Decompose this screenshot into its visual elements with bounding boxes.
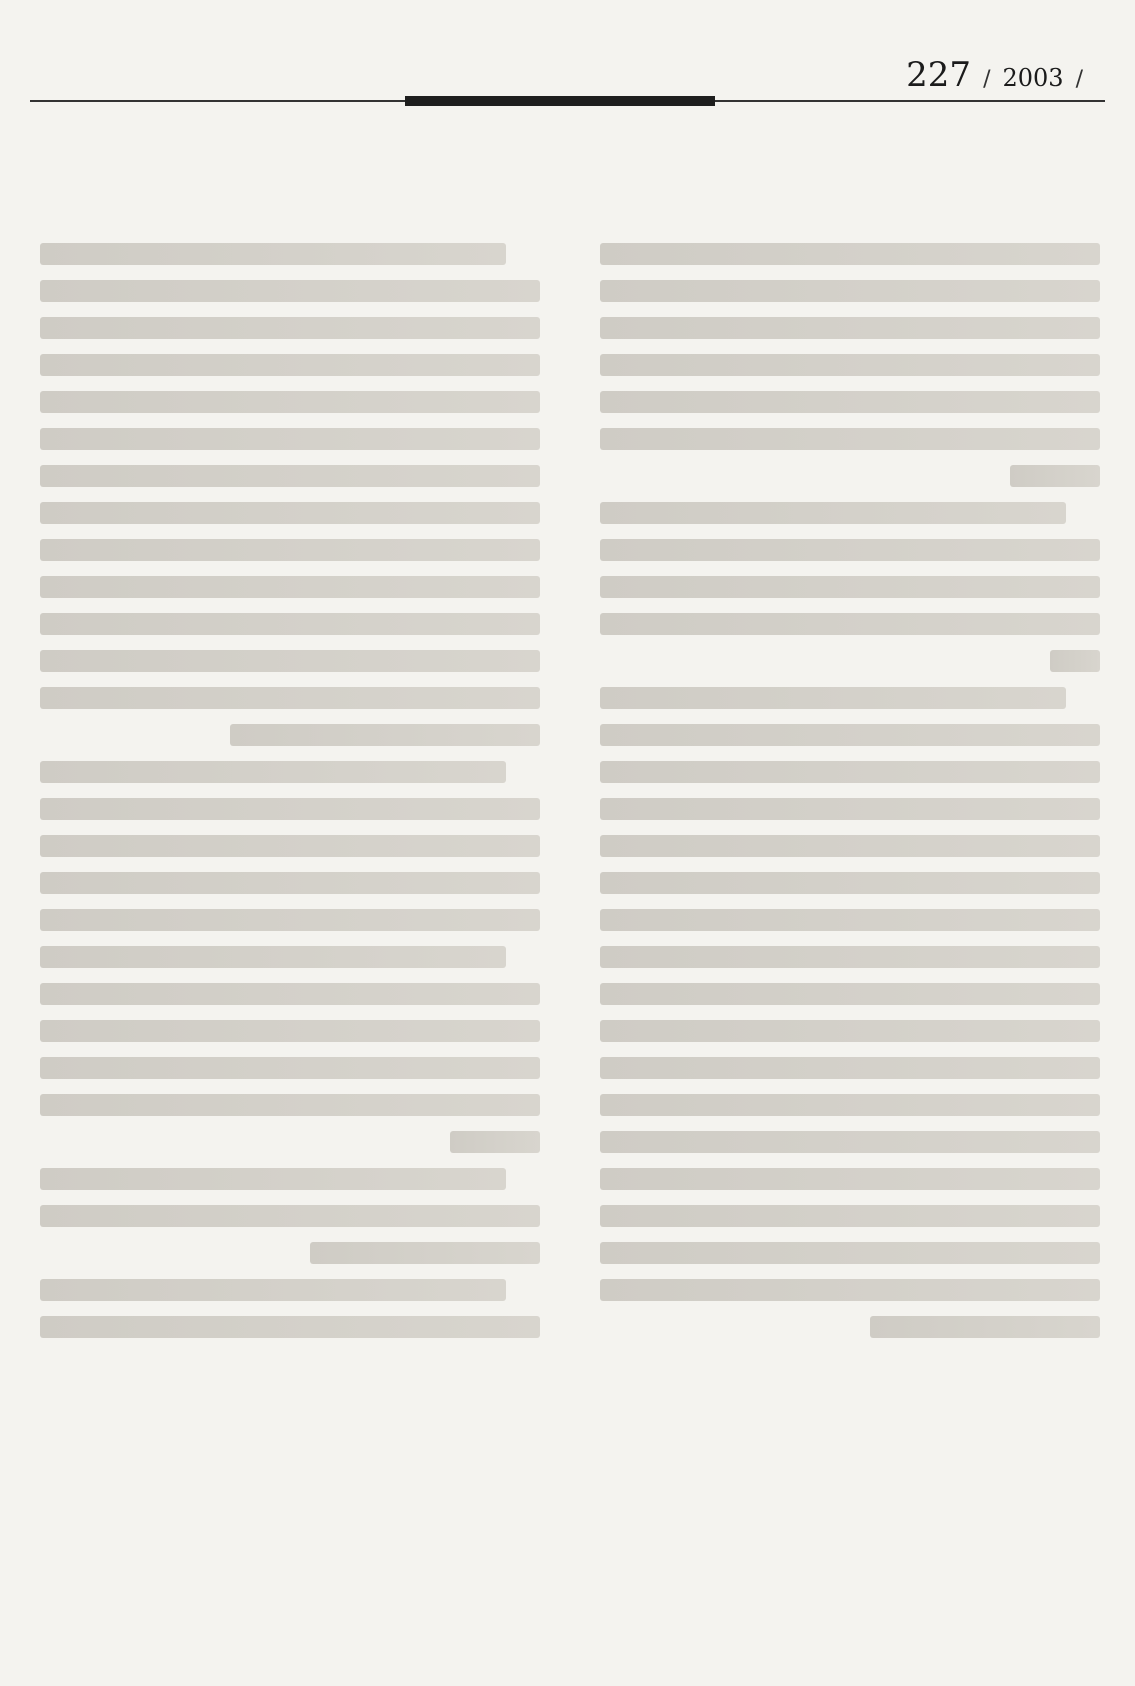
text-line-placeholder [600,761,1100,783]
text-line-placeholder [600,1020,1100,1042]
text-line-placeholder [1050,650,1100,672]
text-line-placeholder [600,1094,1100,1116]
text-line-placeholder [40,1279,506,1301]
text-line-placeholder [600,909,1100,931]
text-line-placeholder [600,835,1100,857]
text-line-placeholder [40,798,540,820]
text-line-placeholder [40,1205,540,1227]
text-line-placeholder [600,1168,1100,1190]
text-line-placeholder [600,502,1066,524]
text-line-placeholder [600,1242,1100,1264]
text-line-placeholder [870,1316,1100,1338]
text-line-placeholder [40,835,540,857]
text-line-placeholder [40,576,540,598]
text-line-placeholder [40,539,540,561]
text-line-placeholder [230,724,540,746]
text-line-placeholder [600,280,1100,302]
text-line-placeholder [600,798,1100,820]
text-line-placeholder [40,354,540,376]
text-line-placeholder [40,983,540,1005]
text-line-placeholder [40,465,540,487]
text-line-placeholder [600,539,1100,561]
running-head [30,40,1095,95]
text-line-placeholder [600,391,1100,413]
text-line-placeholder [40,909,540,931]
text-line-placeholder [40,428,540,450]
text-line-placeholder [40,613,540,635]
text-column-left [40,228,540,1662]
text-line-placeholder [40,761,506,783]
text-line-placeholder [600,724,1100,746]
text-line-placeholder [310,1242,540,1264]
text-line-placeholder [600,1131,1100,1153]
text-line-placeholder [40,502,540,524]
text-line-placeholder [600,428,1100,450]
text-line-placeholder [600,872,1100,894]
text-line-placeholder [600,1057,1100,1079]
header-separator: / [983,67,991,92]
text-line-placeholder [600,687,1066,709]
text-line-placeholder [40,687,540,709]
text-line-placeholder [450,1131,540,1153]
text-line-placeholder [40,243,506,265]
text-line-placeholder [40,280,540,302]
page-number: 227 [906,55,972,95]
text-line-placeholder [40,1020,540,1042]
text-line-placeholder [600,983,1100,1005]
text-line-placeholder [600,243,1100,265]
text-line-placeholder [600,1205,1100,1227]
text-line-placeholder [600,946,1100,968]
text-line-placeholder [40,946,506,968]
text-line-placeholder [40,650,540,672]
text-line-placeholder [1010,465,1100,487]
header-rule-accent [405,96,715,106]
text-column-right [600,228,1100,1662]
text-line-placeholder [40,317,540,339]
issue-year: 2003 [1002,64,1064,92]
text-line-placeholder [600,613,1100,635]
text-line-placeholder [40,872,540,894]
text-line-placeholder [600,354,1100,376]
header-separator: / [1075,67,1083,92]
text-line-placeholder [40,1168,506,1190]
text-line-placeholder [40,1316,540,1338]
text-line-placeholder [600,576,1100,598]
text-line-placeholder [600,1279,1100,1301]
text-line-placeholder [40,1057,540,1079]
text-line-placeholder [600,317,1100,339]
text-line-placeholder [40,391,540,413]
text-line-placeholder [40,1094,540,1116]
